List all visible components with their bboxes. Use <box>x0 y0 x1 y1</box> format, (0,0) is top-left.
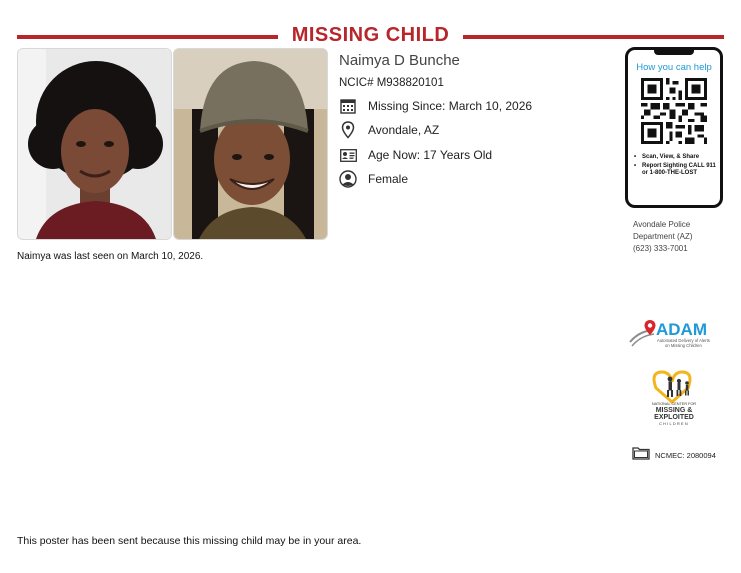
ncmec-case-row <box>632 446 716 465</box>
agency-contact <box>633 219 733 255</box>
location-pin-icon <box>339 121 357 139</box>
ncic-number: NCIC# M938820101 <box>339 77 444 89</box>
help-item-report: • Report Sighting CALL 911 or 1-800-THE-LOST <box>634 163 718 178</box>
last-location: Avondale, AZ <box>368 123 440 137</box>
location-row <box>339 120 439 140</box>
help-list <box>634 154 718 179</box>
help-title: How you can help <box>636 62 712 73</box>
adam-sub-line1: Automated Delivery of Alerts <box>657 338 710 343</box>
ncmec-logo <box>646 368 702 428</box>
missing-since-row <box>339 96 532 116</box>
calendar-icon <box>339 97 357 115</box>
ncmec-line2: MISSING & <box>655 407 693 414</box>
last-seen-text: Naimya was last seen on March 10, 2026. <box>17 251 204 262</box>
sex-row <box>339 169 408 189</box>
ncmec-case-number: NCMEC: 2080094 <box>655 451 716 460</box>
qr-code[interactable] <box>641 78 707 144</box>
ncmec-line1: NATIONAL CENTER FOR <box>651 402 697 406</box>
adam-sub-line2: on Missing Children <box>665 343 702 348</box>
poster-title-text: MISSING CHILD <box>278 24 464 46</box>
poster-footer: This poster has been sent because this missing child may be in your area. <box>17 535 362 547</box>
age-row <box>339 145 492 165</box>
ncmec-line3: EXPLOITED <box>654 414 694 421</box>
help-phone-card <box>625 47 723 208</box>
poster-title <box>0 24 741 47</box>
person-icon <box>339 170 357 188</box>
child-photo-2 <box>173 48 328 240</box>
help-item-scan: • Scan, View, & Share <box>634 154 718 162</box>
agency-name-line2: Department (AZ) <box>633 232 693 241</box>
id-card-icon <box>339 146 357 164</box>
agency-phone[interactable]: (623) 333-7001 <box>633 244 688 253</box>
adam-logo <box>628 318 720 354</box>
age-now: Age Now: 17 Years Old <box>368 148 493 162</box>
phone-notch <box>654 50 694 55</box>
sex: Female <box>368 172 409 186</box>
missing-since: Missing Since: March 10, 2026 <box>368 99 533 113</box>
ncmec-line4: CHILDREN <box>659 422 689 426</box>
adam-word: ADAM <box>656 320 707 339</box>
child-photo-1 <box>17 48 172 240</box>
folder-icon <box>632 446 650 465</box>
child-name: Naimya D Bunche <box>339 52 460 69</box>
agency-name-line1: Avondale Police <box>633 220 691 229</box>
